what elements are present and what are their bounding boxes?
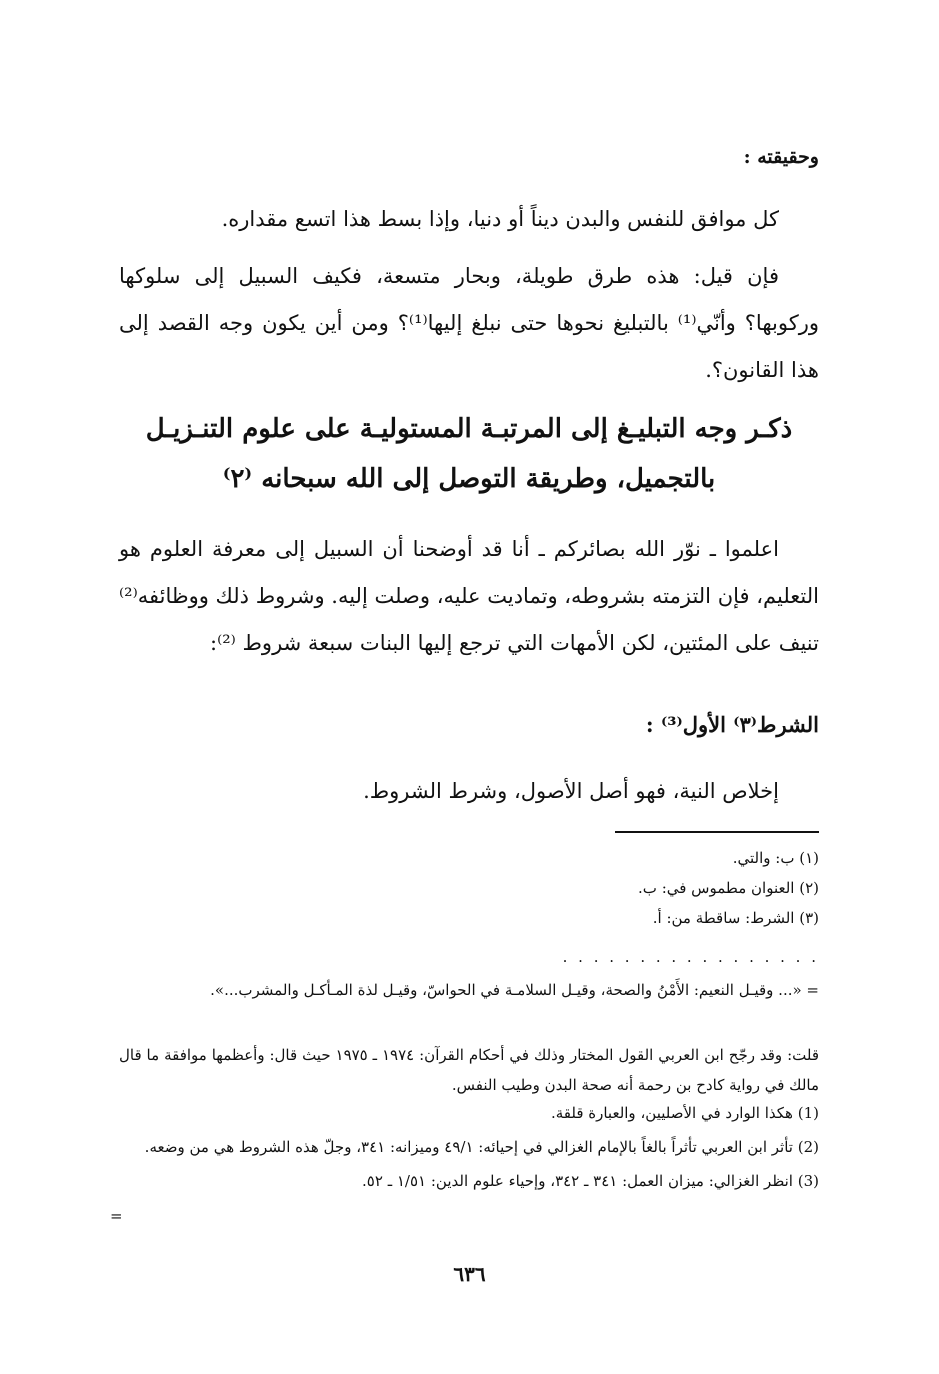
paragraph-4: إخلاص النية، فهو أصل الأصول، وشرط الشروط. — [363, 779, 779, 803]
page-number: ٦٣٦ — [453, 1262, 486, 1286]
section-title-line-2: بالتجميل، وطريقة التوصل إلى الله سبحانه ⁽٢⁾ — [222, 464, 716, 494]
editor-footnote-3: (3) انظر الغزالي: ميزان العمل: ٣٤١ ـ ٣٤٢، وإحياء علوم الدين: ١/٥١ ـ ٥٢. — [362, 1172, 819, 1190]
paragraph-3: اعلموا ـ نوّر الله بصائركم ـ أنا قد أوضحنا أن السبيل إلى معرفة العلوم هو التعليم، فإن التزمته بشروطه، وتماديت عليه، وصلت إليه. وشروط ذلك ووظائفه⁽²⁾ تنيف على المئتين، لكن الأمهات التي ترجع إليها البنات سبعة شروط ⁽²⁾: — [119, 537, 819, 655]
section-title — [119, 404, 819, 504]
condition-heading: الشرط⁽٣⁾ الأول⁽³⁾ : — [645, 712, 819, 737]
editor-footnote-list — [119, 1098, 819, 1200]
footnote-3: (٣) الشرط: ساقطة من: أ. — [652, 909, 819, 927]
footnote-1: (١) ب: والتي. — [732, 849, 819, 867]
subheading: وحقيقته : — [743, 146, 819, 168]
dotted-separator: . . . . . . . . . . . . . . . . . — [562, 948, 819, 966]
editor-footnote-2: (2) تأثر ابن العربي تأثراً بالغاً بالإمام الغزالي في إحيائه: ٤٩/١ وميزانه: ٣٤١، وجلّ هذه الشروط هي من وضعه. — [144, 1138, 819, 1156]
footnote-continuation-2: قلت: وقد رجّح ابن العربي القول المختار وذلك في أحكام القرآن: ١٩٧٤ ـ ١٩٧٥ حيث قال: وأعظمها موافقة ما قال مالك في رواية كادح بن رحمة أنه صحة البدن وطيب النفس. — [119, 1046, 819, 1094]
footnote-2: (٢) العنوان مطموس في: ب. — [638, 879, 819, 897]
paragraph-2: فإن قيل: هذه طرق طويلة، وبحار متسعة، فكيف السبيل إلى سلوكها وركوبها؟ وأنّي⁽¹⁾ بالتبليغ نحوها حتى نبلغ إليها⁽¹⁾؟ ومن أين يكون وجه القصد إلى هذا القانون؟. — [119, 264, 819, 382]
footnote-list — [638, 843, 819, 933]
footnote-divider — [615, 831, 819, 833]
continuation-mark: = — [110, 1207, 123, 1225]
paragraph-1: كل موافق للنفس والبدن ديناً أو دنيا، وإذا بسط هذا اتسع مقداره. — [221, 207, 779, 231]
section-title-line-1: ذكـر وجه التبليـغ إلى المرتبـة المستوليـة على علوم التنـزيـل — [145, 414, 793, 444]
footnote-continuation-1: = «... وقيـل النعيم: الأَمْنُ والصحة، وقيـل السلامـة في الحواسّ، وقيـل لذة المـأكـل والمشرب...». — [210, 981, 819, 999]
editor-footnote-1: (1) هكذا الوارد في الأصليين، والعبارة قلقة. — [550, 1104, 819, 1122]
